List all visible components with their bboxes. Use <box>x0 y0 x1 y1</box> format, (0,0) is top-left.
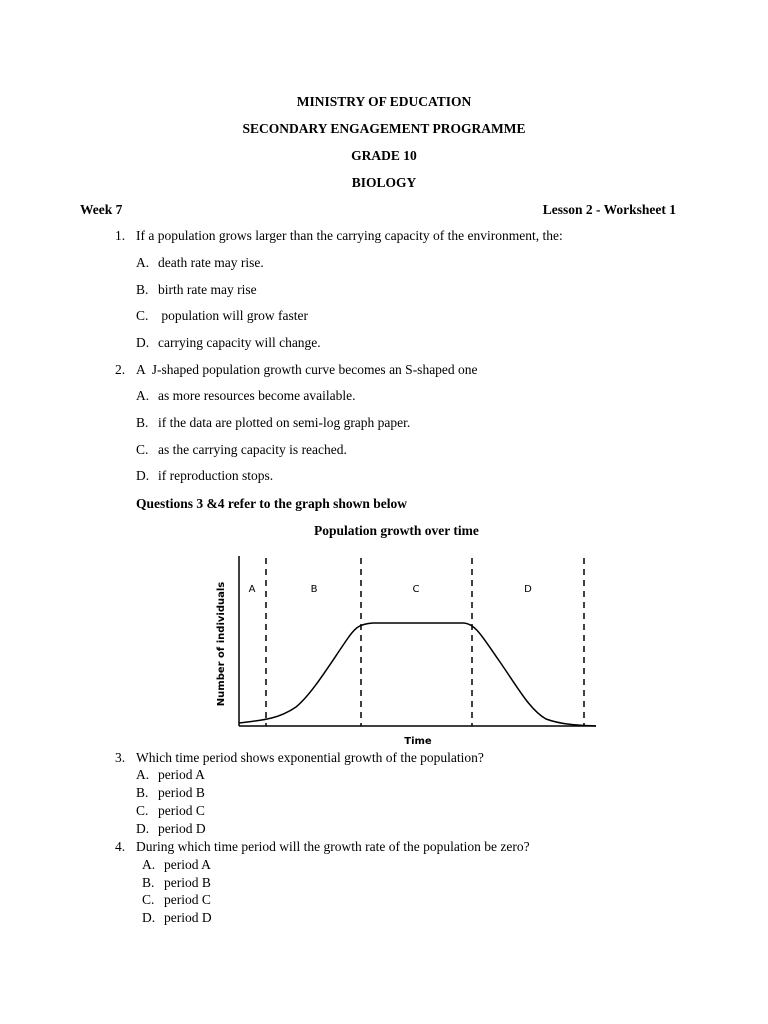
option-text: death rate may rise. <box>158 255 264 270</box>
y-axis-label: Number of individuals <box>216 581 227 707</box>
option-letter: C. <box>142 892 155 907</box>
option-text: period A <box>158 767 205 782</box>
x-axis-label: Time <box>404 736 432 747</box>
question-number: 1. <box>115 228 126 243</box>
question-text: A J-shaped population growth curve becomes an S-shaped one <box>136 362 478 377</box>
period-label: D <box>524 584 532 595</box>
option-text: period D <box>164 910 212 925</box>
period-label: C <box>412 584 420 595</box>
option-letter: A. <box>142 857 156 872</box>
header-programme: SECONDARY ENGAGEMENT PROGRAMME <box>242 121 526 136</box>
option-text: birth rate may rise <box>158 282 257 297</box>
option-text: carrying capacity will change. <box>158 335 321 350</box>
option-text: as the carrying capacity is reached. <box>158 442 347 457</box>
question-text: During which time period will the growth rate of the population be zero? <box>136 839 530 854</box>
question-number: 4. <box>115 839 126 854</box>
graph-intro: Questions 3 &4 refer to the graph shown below <box>136 496 408 511</box>
question-number: 3. <box>115 750 126 765</box>
option-text: period B <box>164 875 211 890</box>
week-label: Week 7 <box>80 202 123 217</box>
header-ministry: MINISTRY OF EDUCATION <box>296 94 472 109</box>
header-subject: BIOLOGY <box>351 175 417 190</box>
option-letter: C. <box>136 308 149 323</box>
population-curve <box>239 623 596 726</box>
option-letter: B. <box>136 282 149 297</box>
option-letter: B. <box>136 785 149 800</box>
option-text: period C <box>158 803 205 818</box>
question-text: Which time period shows exponential growth of the population? <box>136 750 484 765</box>
option-text: population will grow faster <box>158 308 308 323</box>
option-letter: C. <box>136 442 149 457</box>
option-letter: B. <box>136 415 149 430</box>
option-letter: D. <box>136 335 150 350</box>
option-text: as more resources become available. <box>158 388 356 403</box>
option-text: if the data are plotted on semi-log graph paper. <box>158 415 411 430</box>
option-letter: B. <box>142 875 155 890</box>
option-letter: C. <box>136 803 149 818</box>
option-letter: A. <box>136 388 150 403</box>
question-text: If a population grows larger than the carrying capacity of the environment, the: <box>136 228 563 243</box>
header-grade: GRADE 10 <box>351 148 417 163</box>
option-text: period A <box>164 857 211 872</box>
population-graph <box>208 552 608 752</box>
graph-title: Population growth over time <box>314 523 479 538</box>
option-text: period D <box>158 821 206 836</box>
option-letter: D. <box>142 910 156 925</box>
period-label: A <box>248 584 256 595</box>
option-letter: D. <box>136 468 150 483</box>
question-number: 2. <box>115 362 126 377</box>
option-letter: A. <box>136 255 150 270</box>
option-letter: A. <box>136 767 150 782</box>
period-label: B <box>310 584 318 595</box>
option-letter: D. <box>136 821 150 836</box>
option-text: if reproduction stops. <box>158 468 274 483</box>
option-text: period C <box>164 892 211 907</box>
lesson-label: Lesson 2 - Worksheet 1 <box>542 202 676 217</box>
option-text: period B <box>158 785 205 800</box>
